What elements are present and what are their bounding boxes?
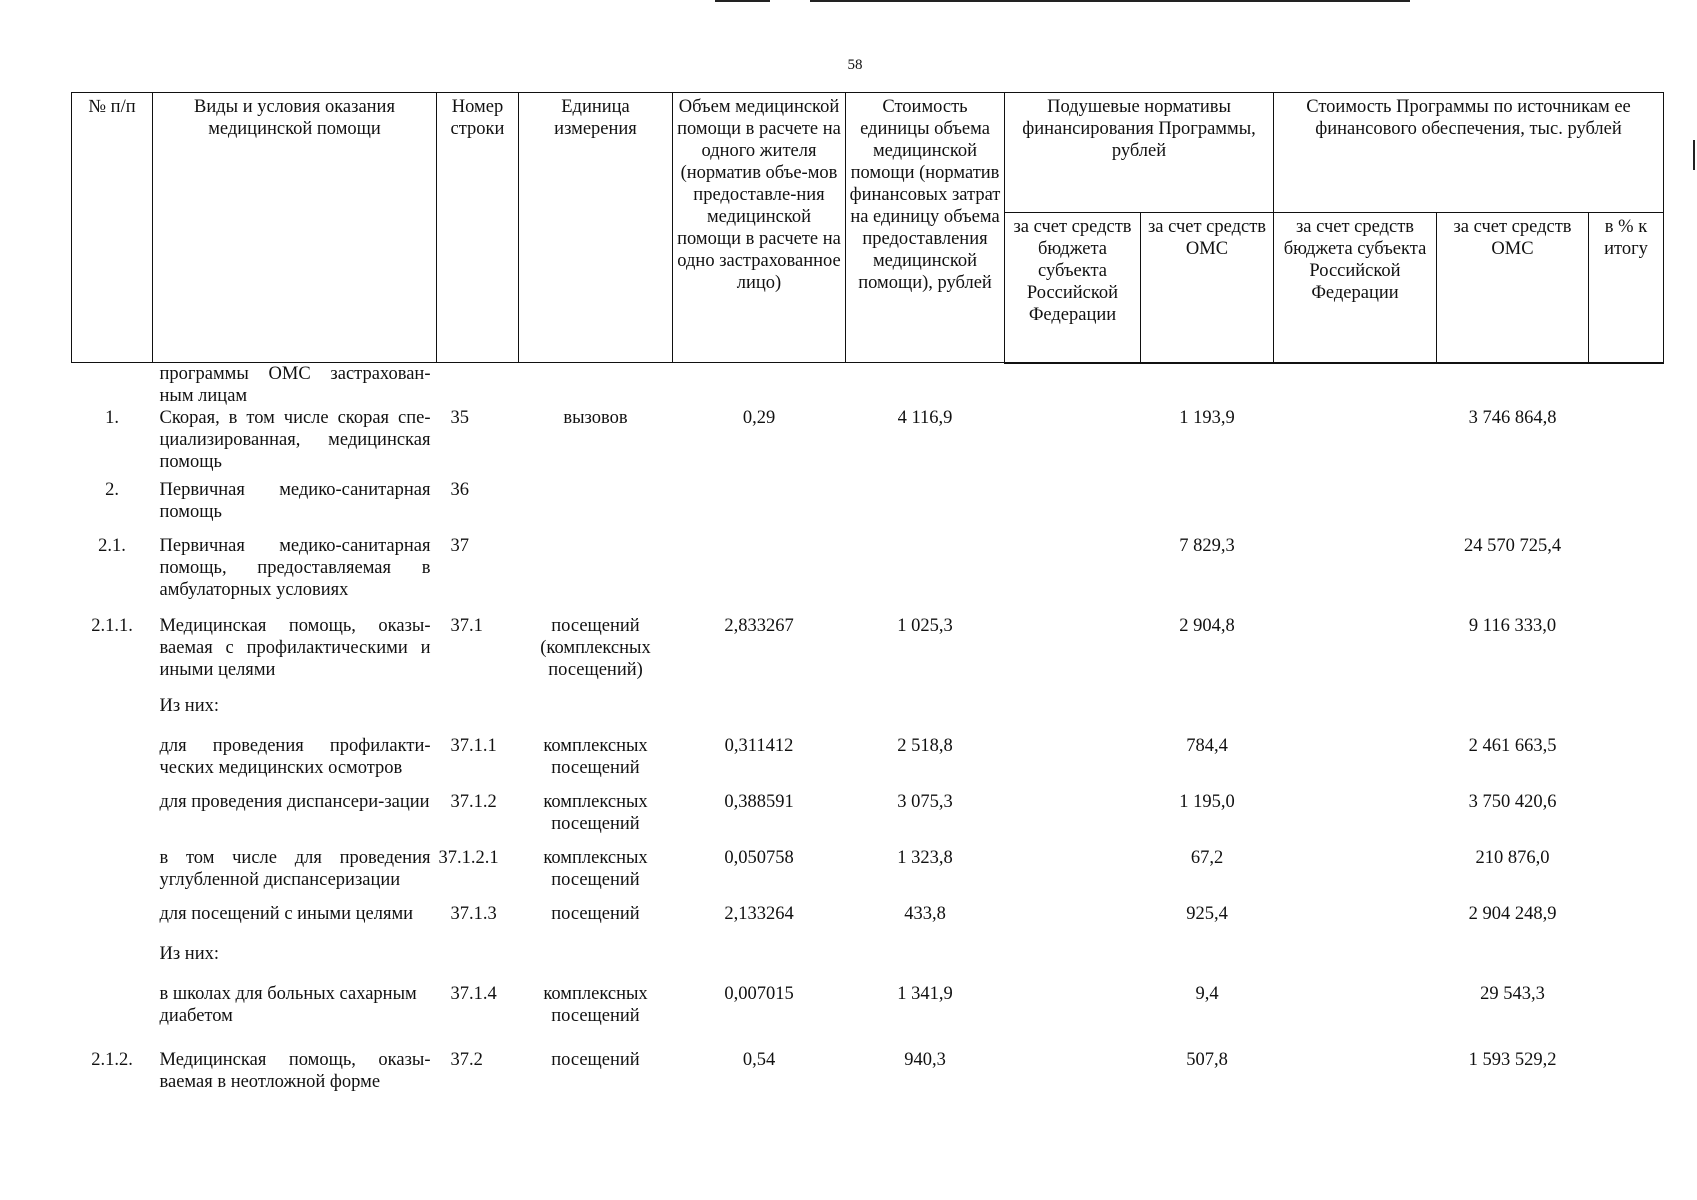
- cell-num: [72, 903, 153, 943]
- cell-program-oms: 1 593 529,2: [1468, 1050, 1557, 1070]
- cell-program-oms: [1437, 479, 1589, 535]
- cell-num: [72, 791, 153, 847]
- cell-cost: [846, 363, 1005, 408]
- cell-program-percent: [1589, 479, 1664, 535]
- cell-program-percent: [1589, 407, 1664, 479]
- cell-volume: [673, 479, 846, 535]
- table-row: [72, 615, 1664, 695]
- cell-volume: [673, 535, 846, 615]
- cell-cost: [846, 695, 1005, 735]
- cell-unit: [519, 695, 673, 735]
- cell-program-percent: [1589, 903, 1664, 943]
- cell-percapita-oms: 2 904,8: [1179, 616, 1235, 636]
- cell-program-oms: 29 543,3: [1480, 984, 1545, 1004]
- table-row: [72, 943, 1664, 983]
- cell-kind: для посещений с иными целями: [159, 904, 414, 924]
- cell-cost: [846, 479, 1005, 535]
- cell-percapita-budget: [1005, 363, 1141, 408]
- cell-percapita-oms: 784,4: [1186, 736, 1228, 756]
- cell-percapita-oms: [1141, 479, 1274, 535]
- cell-percapita-budget: [1005, 407, 1141, 479]
- cell-program-oms: [1437, 943, 1589, 983]
- header-num: № п/п: [72, 93, 153, 363]
- cell-program-budget: [1274, 695, 1437, 735]
- cell-unit: [519, 943, 673, 983]
- cell-percapita-oms: [1141, 695, 1274, 735]
- cell-program-oms: [1437, 363, 1589, 408]
- cell-percapita-budget: [1005, 943, 1141, 983]
- cell-kind: программы ОМС застрахован-ным лицам: [159, 364, 431, 406]
- cell-program-percent: [1589, 791, 1664, 847]
- cell-kind: в том числе для проведения углубленной диспансеризации: [159, 848, 431, 890]
- cell-program-percent: [1589, 363, 1664, 408]
- cell-row: [437, 695, 519, 735]
- header-cost: Стоимость единицы объема медицинской помощи (норматив финансовых затрат на единицу объема предоставления медицинской помощи), рублей: [846, 93, 1005, 363]
- cell-program-budget: [1274, 791, 1437, 847]
- cell-row: 37.1.4: [450, 984, 497, 1004]
- cell-kind: Медицинская помощь, оказы-ваемая с профилактическими и иными целями: [159, 616, 431, 680]
- cell-cost: 2 518,8: [897, 736, 953, 756]
- cell-percapita-budget: [1005, 847, 1141, 903]
- cell-unit: [519, 363, 673, 408]
- cell-kind: в школах для больных сахарным диабетом: [159, 984, 417, 1026]
- scan-artifact-line: [810, 0, 1410, 2]
- cell-percapita-oms: 1 195,0: [1179, 792, 1235, 812]
- cell-num: [72, 735, 153, 791]
- program-cost-table: [71, 92, 1664, 1105]
- table-row: [72, 535, 1664, 615]
- cell-row: 37.1.2: [450, 792, 497, 812]
- cell-row: 37.2: [450, 1050, 483, 1070]
- cell-percapita-oms: 1 193,9: [1179, 408, 1235, 428]
- cell-volume: [673, 363, 846, 408]
- scan-artifact-line: [715, 0, 770, 2]
- cell-volume: 0,050758: [724, 848, 794, 868]
- cell-percapita-oms: [1141, 943, 1274, 983]
- cell-percapita-oms: 925,4: [1186, 904, 1228, 924]
- cell-program-budget: [1274, 363, 1437, 408]
- header-program-budget: за счет средств бюджета субъекта Российской Федерации: [1274, 213, 1437, 363]
- cell-percapita-budget: [1005, 479, 1141, 535]
- cell-percapita-oms: 9,4: [1195, 984, 1219, 1004]
- cell-volume: 0,388591: [724, 792, 794, 812]
- cell-row: 35: [450, 408, 469, 428]
- cell-percapita-oms: 507,8: [1186, 1050, 1228, 1070]
- cell-cost: 4 116,9: [897, 408, 953, 428]
- cell-num: [72, 847, 153, 903]
- cell-kind: Из них:: [159, 944, 219, 964]
- cell-kind: для проведения диспансери-зации: [159, 792, 430, 812]
- cell-kind: Из них:: [159, 696, 219, 716]
- cell-num: 2.1.: [98, 536, 126, 556]
- cell-num: 2.1.2.: [91, 1050, 133, 1070]
- cell-percapita-budget: [1005, 1049, 1141, 1105]
- cell-program-budget: [1274, 735, 1437, 791]
- cell-program-budget: [1274, 535, 1437, 615]
- cell-program-percent: [1589, 735, 1664, 791]
- cell-program-percent: [1589, 695, 1664, 735]
- cell-volume: [673, 943, 846, 983]
- table-row: [72, 903, 1664, 943]
- cell-program-oms: 2 904 248,9: [1468, 904, 1557, 924]
- cell-cost: [846, 535, 1005, 615]
- cell-num: [72, 695, 153, 735]
- cell-unit: посещений: [551, 1050, 640, 1070]
- cell-cost: 3 075,3: [897, 792, 953, 812]
- cell-num: 2.1.1.: [91, 616, 133, 636]
- cell-percapita-budget: [1005, 695, 1141, 735]
- page-number: 58: [847, 57, 863, 73]
- cell-unit: комплексных посещений: [543, 984, 648, 1026]
- cell-program-oms: 2 461 663,5: [1468, 736, 1557, 756]
- header-percapita-oms: за счет средств ОМС: [1141, 213, 1274, 363]
- cell-program-budget: [1274, 1049, 1437, 1105]
- cell-program-budget: [1274, 983, 1437, 1049]
- table-row: [72, 695, 1664, 735]
- cell-program-percent: [1589, 615, 1664, 695]
- cell-kind: Скорая, в том числе скорая спе-циализированная, медицинская помощь: [159, 408, 431, 472]
- header-program-percent: в % к итогу: [1589, 213, 1664, 363]
- cell-percapita-budget: [1005, 903, 1141, 943]
- cell-row: 37: [450, 536, 469, 556]
- cell-percapita-budget: [1005, 791, 1141, 847]
- cell-num: [72, 983, 153, 1049]
- header-program-oms: за счет средств ОМС: [1437, 213, 1589, 363]
- table-row: [72, 1049, 1664, 1105]
- cell-volume: [673, 695, 846, 735]
- cell-percapita-oms: [1141, 363, 1274, 408]
- cell-kind: Первичная медико-санитарная помощь: [159, 480, 431, 522]
- cell-kind: для проведения профилакти-ческих медицинских осмотров: [159, 736, 431, 778]
- cell-program-budget: [1274, 615, 1437, 695]
- cell-cost: 1 323,8: [897, 848, 953, 868]
- cell-percapita-budget: [1005, 615, 1141, 695]
- cell-program-budget: [1274, 943, 1437, 983]
- cell-volume: 2,133264: [724, 904, 794, 924]
- cell-row: 37.1: [450, 616, 483, 636]
- cell-row: 37.1.2.1: [438, 848, 499, 868]
- cell-program-percent: [1589, 983, 1664, 1049]
- cell-unit: [519, 535, 673, 615]
- cell-num: [72, 943, 153, 983]
- cell-unit: комплексных посещений: [543, 736, 648, 778]
- cell-program-percent: [1589, 1049, 1664, 1105]
- header-kind: Виды и условия оказания медицинской помощи: [153, 93, 437, 363]
- cell-volume: 0,29: [742, 408, 776, 428]
- cell-program-budget: [1274, 903, 1437, 943]
- table-body: [72, 363, 1664, 1106]
- cell-program-oms: [1437, 695, 1589, 735]
- table-row: [72, 407, 1664, 479]
- cell-program-oms: 3 750 420,6: [1468, 792, 1557, 812]
- cell-row: [437, 363, 519, 408]
- table-row: [72, 847, 1664, 903]
- cell-volume: 0,007015: [724, 984, 794, 1004]
- table-row: [72, 791, 1664, 847]
- header-percapita-budget: за счет средств бюджета субъекта Российской Федерации: [1005, 213, 1141, 363]
- cell-volume: 0,311412: [724, 736, 794, 756]
- cell-percapita-oms: 67,2: [1190, 848, 1224, 868]
- cell-program-oms: 210 876,0: [1475, 848, 1550, 868]
- cell-unit: вызовов: [563, 408, 628, 428]
- cell-volume: 2,833267: [724, 616, 794, 636]
- cell-percapita-budget: [1005, 535, 1141, 615]
- cell-num: [72, 363, 153, 408]
- cell-unit: комплексных посещений: [543, 792, 648, 834]
- cell-unit: [519, 479, 673, 535]
- cell-program-budget: [1274, 407, 1437, 479]
- cell-cost: [846, 943, 1005, 983]
- cell-cost: 940,3: [904, 1050, 946, 1070]
- cell-kind: Первичная медико-санитарная помощь, предоставляемая в амбулаторных условиях: [159, 536, 431, 600]
- table-row: [72, 735, 1664, 791]
- cell-num: 2.: [105, 480, 119, 500]
- header-volume: Объем медицинской помощи в расчете на одного жителя (норматив объе-мов предоставле-ния медицинской помощи в расчете на одно застрахованное лицо): [673, 93, 846, 363]
- cell-percapita-oms: 7 829,3: [1179, 536, 1235, 556]
- cell-program-percent: [1589, 943, 1664, 983]
- cell-unit: посещений (комплексных посещений): [540, 616, 651, 680]
- cell-unit: посещений: [551, 904, 640, 924]
- cell-cost: 1 341,9: [897, 984, 953, 1004]
- cell-percapita-budget: [1005, 983, 1141, 1049]
- scan-artifact-edge: [1693, 140, 1695, 170]
- cell-program-budget: [1274, 847, 1437, 903]
- cell-volume: 0,54: [742, 1050, 776, 1070]
- cell-num: 1.: [105, 408, 119, 428]
- header-row: Номер строки: [437, 93, 519, 363]
- cell-row: 36: [450, 480, 469, 500]
- cell-row: 37.1.3: [450, 904, 497, 924]
- header-unit: Единица измерения: [519, 93, 673, 363]
- table-row: [72, 983, 1664, 1049]
- cell-program-budget: [1274, 479, 1437, 535]
- header-program-cost: Стоимость Программы по источникам ее финансового обеспечения, тыс. рублей: [1274, 93, 1664, 213]
- cell-row: [437, 943, 519, 983]
- cell-program-oms: 24 570 725,4: [1463, 536, 1562, 556]
- header-percapita: Подушевые нормативы финансирования Программы, рублей: [1005, 93, 1274, 213]
- cell-program-percent: [1589, 535, 1664, 615]
- cell-kind: Медицинская помощь, оказы-ваемая в неотложной форме: [159, 1050, 431, 1092]
- cell-cost: 1 025,3: [897, 616, 953, 636]
- table-row: [72, 479, 1664, 535]
- table-row: [72, 363, 1664, 408]
- cell-program-oms: 3 746 864,8: [1468, 408, 1557, 428]
- cell-percapita-budget: [1005, 735, 1141, 791]
- cell-row: 37.1.1: [450, 736, 497, 756]
- cell-unit: комплексных посещений: [543, 848, 648, 890]
- cell-program-oms: 9 116 333,0: [1468, 616, 1557, 636]
- cell-program-percent: [1589, 847, 1664, 903]
- cell-cost: 433,8: [904, 904, 946, 924]
